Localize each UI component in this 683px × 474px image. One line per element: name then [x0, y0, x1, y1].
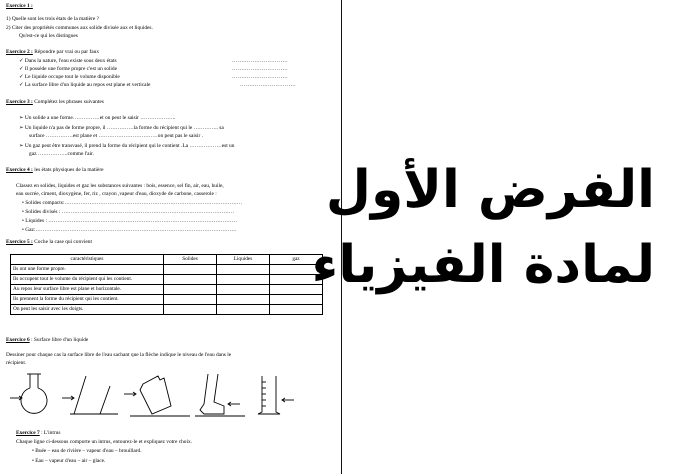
boot-vessel-icon — [200, 374, 224, 414]
ex2-subtitle: Répondre par vrai ou par faux — [34, 49, 100, 55]
ex1-title: Exercice 1 : — [6, 3, 33, 9]
column-header: Liquides — [217, 255, 270, 265]
ex3-line: gaz ……………..comme l'air. — [29, 151, 94, 157]
checkbox-cell[interactable] — [270, 305, 323, 315]
checkbox-cell[interactable] — [164, 305, 217, 315]
checkbox-cell[interactable] — [217, 305, 270, 315]
ex5-subtitle: Coche la case qui convient — [34, 239, 92, 245]
ex3-heading — [6, 99, 104, 106]
ex7-subtitle: : L'intrus — [41, 430, 61, 436]
checkbox-cell[interactable] — [164, 285, 217, 295]
ex6-heading — [6, 337, 88, 344]
checkbox-cell[interactable] — [164, 265, 217, 275]
ex2-answer-blank: ………………………… — [232, 58, 288, 64]
arabic-title-line-1: الفرض الأول — [325, 160, 655, 220]
table-row — [11, 305, 323, 315]
ex4-item: • Solides divisés : …………………………………………………………………………………… — [22, 209, 235, 215]
ex3-title: Exercice 3 : — [6, 99, 33, 105]
ex4-heading — [6, 167, 104, 174]
checkbox-cell[interactable] — [217, 265, 270, 275]
checkbox-cell[interactable] — [217, 285, 270, 295]
checkbox-cell[interactable] — [217, 275, 270, 285]
ex4-intro: eau sucrée, ciment, dioxygène, fer, riz , crayon ,vapeur d'eau, dioxyde de carbone, casserole : — [16, 191, 217, 197]
ex2-item: ✓ La surface libre d'un liquide au repos est plane et verticale — [19, 82, 151, 88]
ex2-answer-blank: ………………………… — [240, 82, 296, 88]
tilted-glass-icon — [74, 376, 110, 414]
ex3-line: ➢ Un solide a une forme……………et on peut le saisir ……………….. — [19, 115, 176, 121]
row-label: On peut les saisir avec les doigts. — [11, 305, 164, 315]
row-label: Au repos leur surface libre est plane et horizontale. — [11, 285, 164, 295]
ex3-line: ➢ Un liquide n'a pas de forme propre, il ……………la forme du récipient qui le ………….. sa — [19, 125, 224, 131]
ex2-item: ✓ Dans la nature, l'eau existe sous deux états — [19, 58, 117, 64]
table-row — [11, 275, 323, 285]
exercise-sheet — [0, 0, 337, 474]
ex2-answer-blank: ………………………… — [232, 74, 288, 80]
ex4-title: Exercice 4 : — [6, 167, 33, 173]
ex7-heading — [16, 430, 60, 437]
ex1-question-2: 2) Citer des propriétés communes aux solide divisée aux et liquides. — [6, 25, 153, 31]
checkbox-cell[interactable] — [270, 295, 323, 305]
ex4-subtitle: les états physiques de la matière — [34, 167, 104, 173]
ex2-item: ✓ Il possède une forme propre c'est un solide — [19, 66, 118, 72]
ex2-heading — [6, 49, 99, 56]
column-header: gaz — [270, 255, 323, 265]
checkbox-cell[interactable] — [164, 275, 217, 285]
ex5-title: Exercice 5 : — [6, 239, 33, 245]
arabic-title-panel — [311, 0, 683, 474]
ex6-text: Dessiner pour chaque cas la surface libre de l'eau sachant que la flèche indique le niveau de l'eau dans le — [6, 352, 232, 358]
table-header-row — [11, 255, 323, 265]
ex2-item: ✓ Le liquide occupe tout le volume disponible — [19, 74, 120, 80]
table-row — [11, 265, 323, 275]
arrow-icon — [10, 396, 22, 400]
ex4-item: • Solides compacts:……………………………………………………………………………………… — [22, 200, 243, 206]
ex3-line: surface ……………est plane et ……………………………on peut pas le saisir . — [29, 133, 203, 139]
arrow-icon — [124, 392, 136, 396]
round-flask-icon — [21, 374, 47, 413]
ex1-question-2b: Qu'est-ce qui les distingues — [19, 33, 78, 39]
row-label: Ils ont une forme propre. — [11, 265, 164, 275]
ex4-item: • Liquides : …………………………………………………………………………………………… — [22, 218, 237, 224]
ex5-heading — [6, 239, 92, 246]
ex2-title: Exercice 2 : — [6, 49, 33, 55]
ex2-answer-blank: ………………………… — [232, 66, 288, 72]
ex3-line: ➢ Un gaz peut être transvasé, il prend la forme du récipient qui le contient .La ………………est un — [19, 143, 235, 149]
checkbox-cell[interactable] — [164, 295, 217, 305]
arrow-icon — [228, 402, 240, 406]
ex5-table — [10, 254, 323, 315]
row-label: Ils occupent tout le volume du récipient qui les contient. — [11, 275, 164, 285]
column-header: Solides — [164, 255, 217, 265]
column-header: caractéristiques — [11, 255, 164, 265]
table-row — [11, 285, 323, 295]
ex7-text: Chaque ligne ci-dessous comporte un intrus, entourez-le et expliquez votre choix. — [16, 439, 193, 445]
ex1-question-1: 1) Quelle sont les trois états de la matière ? — [6, 16, 99, 22]
graduated-cylinder-icon — [258, 376, 280, 414]
container-drawings — [0, 370, 337, 420]
ex7-item: • Buée – eau de rivière – vapeur d'eau – brouillard. — [32, 448, 142, 454]
bottle-icon — [140, 376, 171, 414]
table-row — [11, 295, 323, 305]
ex7-title: Exercice 7 — [16, 430, 40, 436]
ex3-subtitle: Complétez les phrases suivantes — [34, 99, 104, 105]
arrow-icon — [62, 396, 74, 400]
checkbox-cell[interactable] — [217, 295, 270, 305]
arabic-title-line-2: لمادة الفيزياء — [311, 235, 655, 295]
ex7-item: • Eau – vapeur d'eau – air – glace. — [32, 458, 106, 464]
ex4-item: • Gaz:…………………………………………………………………………………………………. — [22, 227, 237, 233]
ex6-text: récipient. — [6, 360, 27, 366]
row-label: Ils prennent la forme du récipient qui les contient. — [11, 295, 164, 305]
ex4-intro: Classez en solides, liquides et gaz les substances suivantes : bois, essence, sel fin, air, eau, huile, — [16, 183, 224, 189]
ex6-title: Exercice 6 — [6, 337, 30, 343]
arrow-icon — [282, 398, 294, 402]
ex6-subtitle: : Surface libre d'un liquide — [31, 337, 89, 343]
